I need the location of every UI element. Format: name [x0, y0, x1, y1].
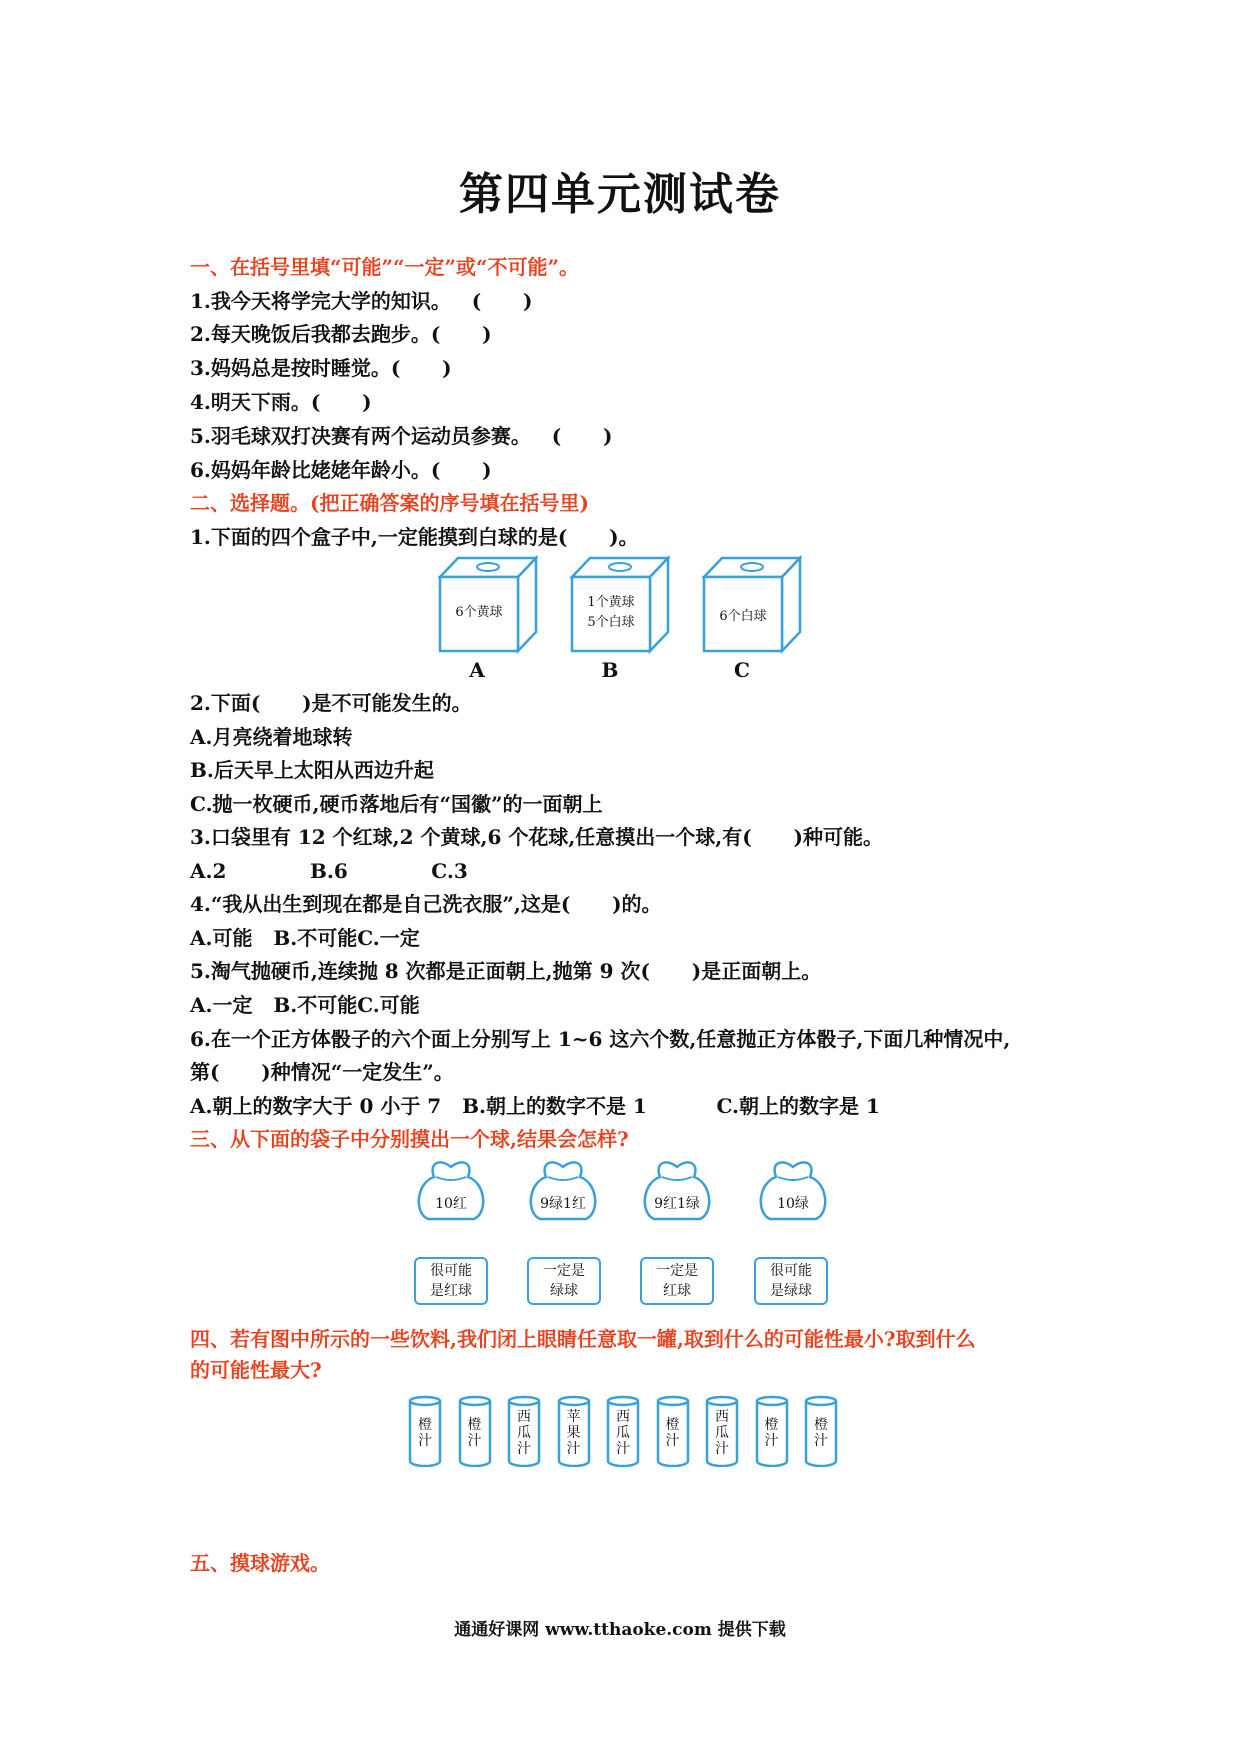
- result-card-1: 很可能 是红球: [414, 1257, 488, 1305]
- drink-can: [755, 1395, 789, 1467]
- result-card-3: 一定是 红球: [640, 1257, 714, 1305]
- question-2-3: 3.口袋里有 12 个红球,2 个黄球,6 个花球,任意摸出一个球,有( )种可能。: [190, 825, 883, 849]
- question-2-6-line1: 6.在一个正方体骰子的六个面上分别写上 1~6 这六个数,任意抛正方体骰子,下面几种情况中,: [190, 1027, 1011, 1051]
- bag-1: [414, 1157, 488, 1221]
- drink-can-label: 橙 汁: [764, 1417, 779, 1449]
- section3-heading: 三、从下面的袋子中分别摸出一个球,结果会怎样?: [190, 1127, 629, 1151]
- drink-can-label: 西 瓜 汁: [616, 1409, 630, 1457]
- bag-4-label: 10绿: [777, 1196, 809, 1212]
- box-c-letter: C: [734, 658, 750, 682]
- bag-2-label: 9绿1红: [540, 1196, 586, 1212]
- section1-item-5: 5.羽毛球双打决赛有两个运动员参赛。 ( ): [190, 424, 613, 448]
- section1-item-3: 3.妈妈总是按时睡觉。( ): [190, 356, 452, 380]
- question-2-6-line2: 第( )种情况“一定发生”。: [190, 1060, 454, 1084]
- drink-can: [804, 1395, 838, 1467]
- drink-can: [557, 1395, 591, 1467]
- drink-can-label: 西 瓜 汁: [715, 1409, 729, 1457]
- section2-heading: 二、选择题。(把正确答案的序号填在括号里): [190, 491, 589, 515]
- drink-can: [408, 1395, 442, 1467]
- question-2-2-option-a: A.月亮绕着地球转: [190, 725, 353, 749]
- section1-heading: 一、在括号里填“可能”“一定”或“不可能”。: [190, 255, 580, 279]
- box-a-text: 6个黄球: [455, 605, 503, 620]
- bag-3: [640, 1157, 714, 1221]
- question-2-1: 1.下面的四个盒子中,一定能摸到白球的是( )。: [190, 525, 639, 549]
- footer-text: 通通好课网 www.tthaoke.com 提供下载: [454, 1620, 786, 1640]
- section1-item-1: 1.我今天将学完大学的知识。 ( ): [190, 289, 533, 313]
- drink-can: [458, 1395, 492, 1467]
- bag-3-label: 9红1绿: [654, 1196, 700, 1212]
- section4-heading-line1: 四、若有图中所示的一些饮料,我们闭上眼睛任意取一罐,取到什么的可能性最小?取到什么: [190, 1327, 976, 1351]
- section4-heading-line2: 的可能性最大?: [190, 1358, 322, 1382]
- box-b-text: 1个黄球 5个白球: [587, 595, 635, 630]
- drink-can-label: 橙 汁: [418, 1417, 432, 1449]
- question-2-5: 5.淘气抛硬币,连续抛 8 次都是正面朝上,抛第 9 次( )是正面朝上。: [190, 959, 822, 983]
- section5-heading: 五、摸球游戏。: [190, 1551, 330, 1575]
- drink-can-label: 苹 果 汁: [566, 1409, 581, 1457]
- result-card-4: 很可能 是绿球: [754, 1257, 828, 1305]
- drink-can-label: 橙 汁: [467, 1417, 482, 1449]
- page-title: 第四单元测试卷: [459, 169, 781, 220]
- box-a-letter: A: [469, 658, 485, 682]
- question-2-4: 4.“我从出生到现在都是自己洗衣服”,这是( )的。: [190, 892, 662, 916]
- section1-item-4: 4.明天下雨。( ): [190, 390, 372, 414]
- drink-can-label: 橙 汁: [665, 1417, 680, 1449]
- bag-1-label: 10红: [435, 1196, 467, 1212]
- question-2-4-options: A.可能 B.不可能C.一定: [190, 926, 420, 950]
- question-2-6-options: A.朝上的数字大于 0 小于 7 B.朝上的数字不是 1 C.朝上的数字是 1: [190, 1094, 880, 1118]
- section1-item-2: 2.每天晚饭后我都去跑步。( ): [190, 322, 492, 346]
- drink-can: [507, 1395, 541, 1467]
- box-c-text: 6个白球: [719, 609, 767, 624]
- question-2-2: 2.下面( )是不可能发生的。: [190, 691, 472, 715]
- box-figure-c: [702, 555, 802, 655]
- bag-4: [756, 1157, 830, 1221]
- drink-can-label: 西 瓜 汁: [517, 1409, 531, 1457]
- question-2-2-option-c: C.抛一枚硬币,硬币落地后有“国徽”的一面朝上: [190, 792, 603, 816]
- box-b-letter: B: [601, 658, 619, 682]
- section1-item-6: 6.妈妈年龄比姥姥年龄小。( ): [190, 458, 492, 482]
- drink-can: [606, 1395, 640, 1467]
- question-2-2-option-b: B.后天早上太阳从西边升起: [190, 758, 434, 782]
- drink-can: [705, 1395, 739, 1467]
- box-figure-a: [438, 555, 538, 655]
- question-2-5-options: A.一定 B.不可能C.可能: [190, 993, 420, 1017]
- result-card-2: 一定是 绿球: [527, 1257, 601, 1305]
- question-2-3-options: A.2 B.6 C.3: [190, 859, 468, 883]
- drink-can: [656, 1395, 690, 1467]
- drink-can-label: 橙 汁: [814, 1417, 828, 1449]
- bag-2: [526, 1157, 600, 1221]
- box-figure-b: [570, 555, 670, 655]
